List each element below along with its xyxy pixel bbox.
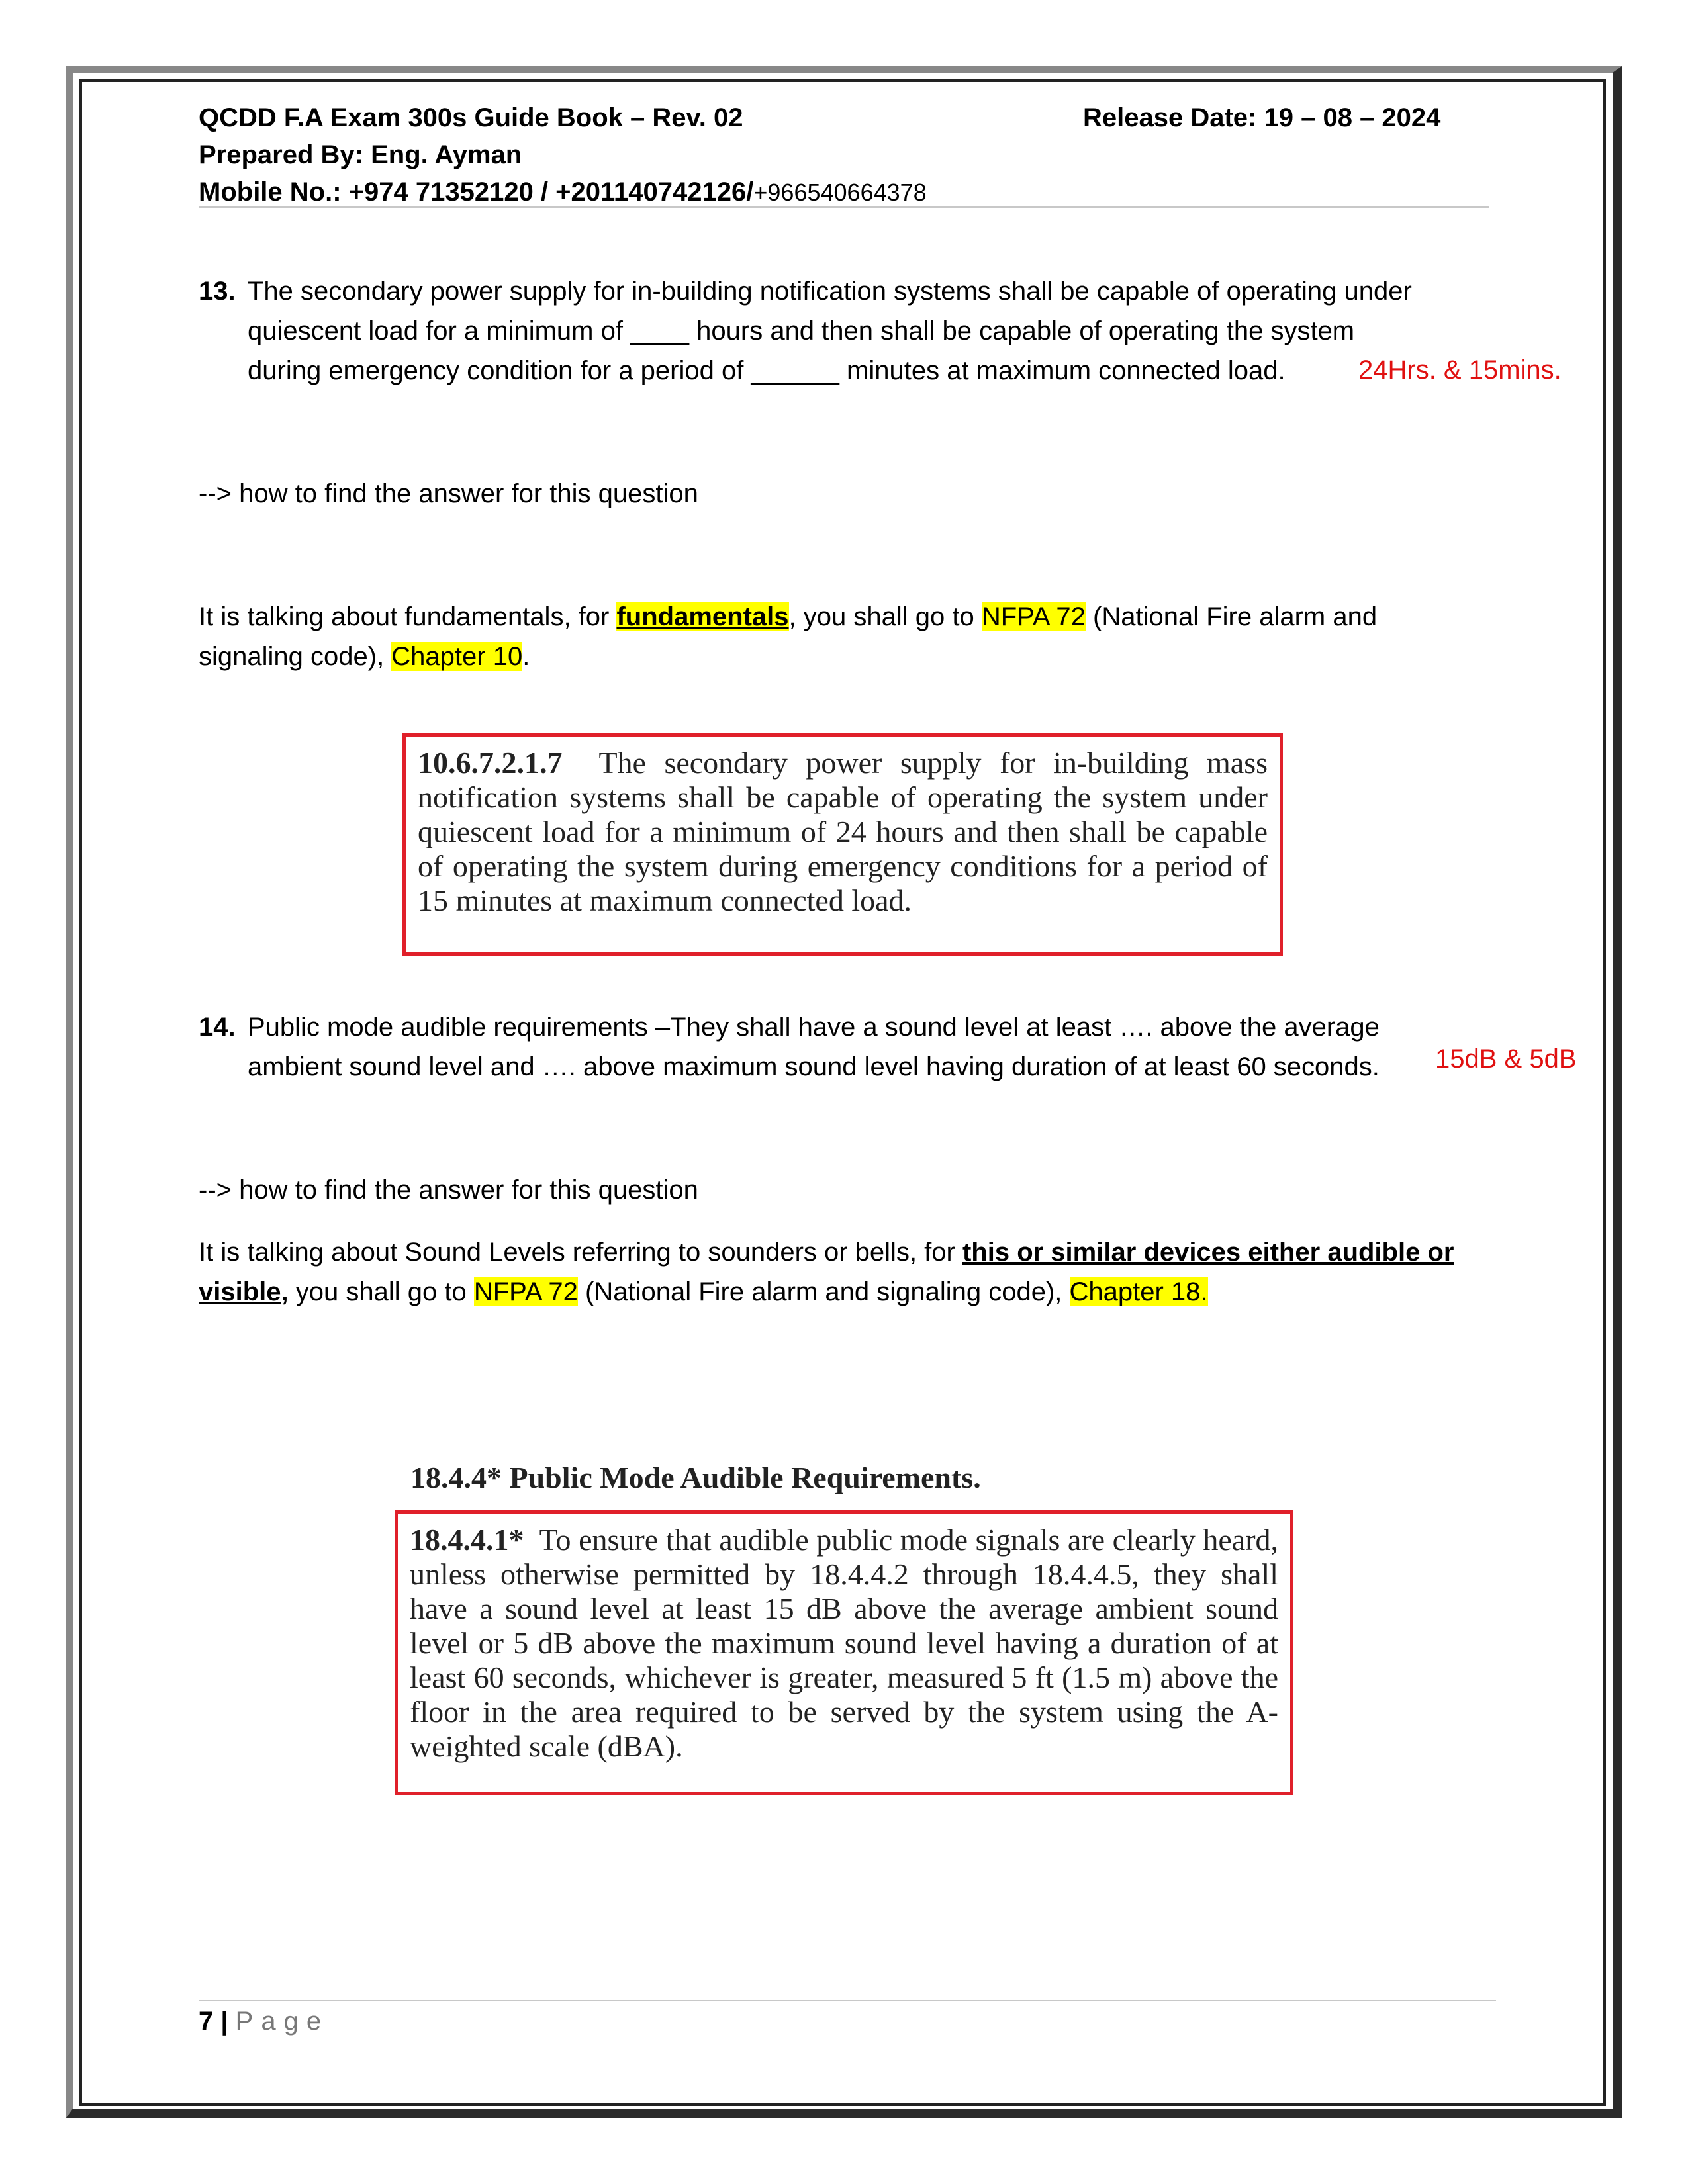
mobile-extra: +966540664378 <box>753 179 927 206</box>
q13-how-to: --> how to find the answer for this question <box>199 479 698 508</box>
page-label: Page <box>235 2007 330 2036</box>
q13-excerpt-section: 10.6.7.2.1.7 <box>418 746 563 780</box>
page-footer: 7 | Page <box>199 2007 330 2036</box>
doc-title: QCDD F.A Exam 300s Guide Book – Rev. 02 <box>199 103 743 132</box>
q14-section-title: 18.4.4* Public Mode Audible Requirements. <box>410 1461 981 1494</box>
q13-line3: during emergency condition for a period of ______ minutes at maximum connected load. <box>248 356 1286 385</box>
q13-keyword: fundamentals <box>616 602 789 631</box>
q14-answer: 15dB & 5dB <box>1435 1044 1577 1073</box>
q14-explain-line1: It is talking about Sound Levels referring to sounders or bells, for this or similar devices either audible or <box>199 1238 1454 1267</box>
mobile-label: Mobile No.: +974 71352120 / +201140742126/ <box>199 177 754 206</box>
mobile-numbers <box>199 173 927 211</box>
q13-chapter: Chapter 10 <box>391 642 523 671</box>
prepared-by: Prepared By: Eng. Ayman <box>199 140 522 169</box>
page-number: 7 <box>199 2007 214 2036</box>
q13-code: NFPA 72 <box>981 602 1086 631</box>
q13-line2: quiescent load for a minimum of ____ hours and then shall be capable of operating the system <box>248 316 1355 345</box>
q13-code-excerpt <box>402 733 1283 956</box>
q14-excerpt-section: 18.4.4.1* <box>410 1523 524 1557</box>
q14-keyword-2: visible, <box>199 1277 289 1306</box>
header-rule <box>199 206 1489 208</box>
footer-rule <box>199 2000 1496 2001</box>
q14-line2: ambient sound level and …. above maximum sound level having duration of at least 60 seconds. <box>248 1052 1380 1081</box>
q13-line1: The secondary power supply for in-building notification systems shall be capable of operating under <box>248 277 1412 306</box>
q13-explain-line1: It is talking about fundamentals, for fundamentals, you shall go to NFPA 72 (National Fire alarm and <box>199 602 1378 631</box>
q14-line1: Public mode audible requirements –They shall have a sound level at least …. above the average <box>248 1013 1380 1042</box>
q13-explain-line2: signaling code), Chapter 10. <box>199 642 530 671</box>
release-date: Release Date: 19 – 08 – 2024 <box>1083 103 1441 132</box>
q13-excerpt-text: The secondary power supply for in-building mass notification systems shall be capable of operating the system under quiescent load for a minimum of 24 hours and then shall be capable of operating the system during emergency conditions for a period of 15 minutes at maximum connected load. <box>418 746 1268 917</box>
q14-chapter: Chapter 18. <box>1069 1277 1208 1306</box>
q13-number: 13. <box>199 277 236 306</box>
q14-explain-line2: visible, you shall go to NFPA 72 (National Fire alarm and signaling code), Chapter 18. <box>199 1277 1208 1306</box>
q14-code-excerpt <box>395 1510 1293 1795</box>
q14-how-to: --> how to find the answer for this question <box>199 1175 698 1205</box>
q14-keyword-1: this or similar devices either audible or <box>962 1238 1454 1267</box>
q14-code: NFPA 72 <box>473 1277 578 1306</box>
q14-number: 14. <box>199 1013 236 1042</box>
q14-excerpt-text: To ensure that audible public mode signals are clearly heard, unless otherwise permitted by 18.4.4.2 through 18.4.4.5, they shall have a sound level at least 15 dB above the average ambient sound level or 5 dB above the maximum sound level having a duration of at least 60 seconds, whichever is greater, measured 5 ft (1.5 m) above the floor in the area required to be served by the system using the A-weighted scale (dBA). <box>410 1523 1279 1763</box>
q13-answer: 24Hrs. & 15mins. <box>1358 355 1562 385</box>
